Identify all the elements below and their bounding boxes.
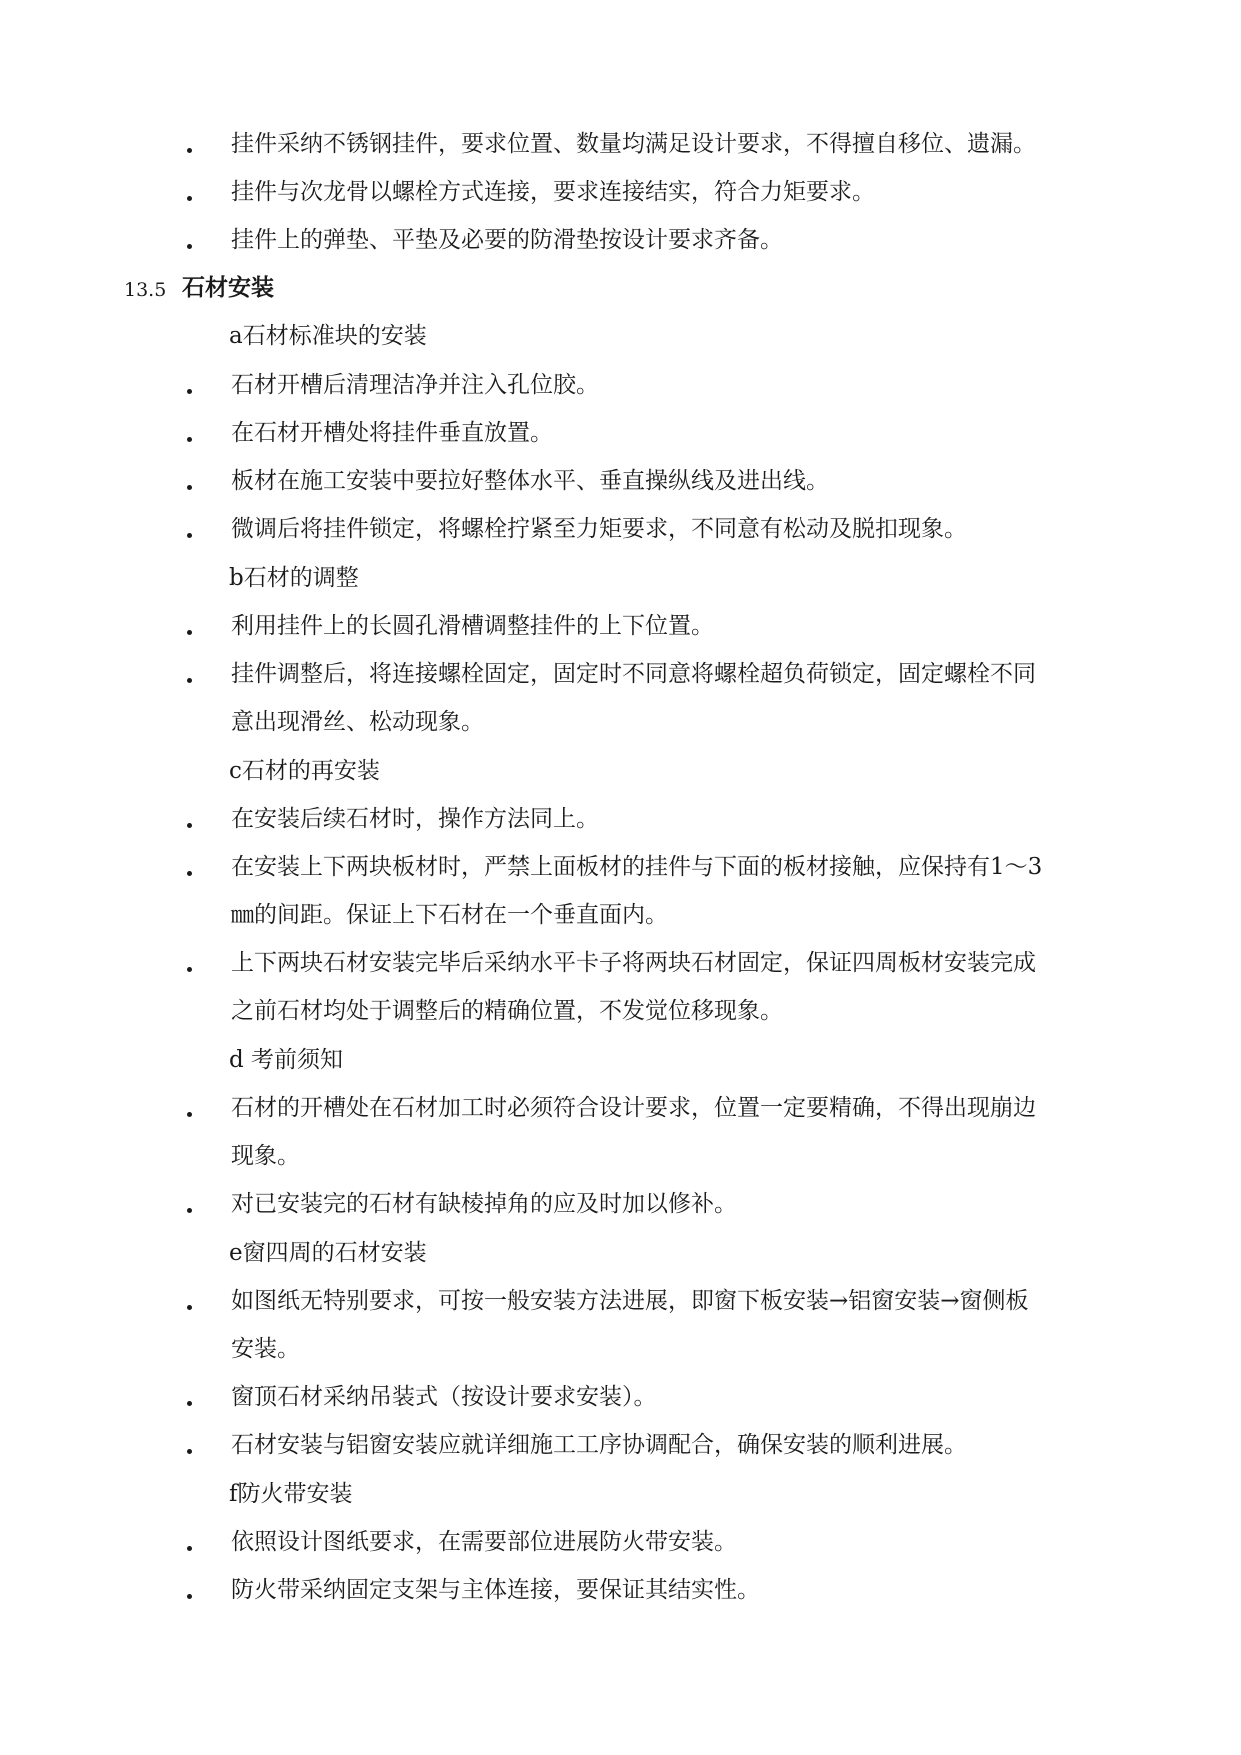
list-item: 利用挂件上的长圆孔滑槽调整挂件的上下位置。 [231,613,714,639]
list-item-continuation: 意出现滑丝、松动现象。 [231,709,484,735]
list-item: 挂件调整后，将连接螺栓固定，固定时不同意将螺栓超负荷锁定，固定螺栓不同 [231,661,1036,687]
list-item: 在安装后续石材时，操作方法同上。 [231,806,599,832]
bullet-marker [187,389,195,397]
list-item: 挂件采纳不锈钢挂件，要求位置、数量均满足设计要求，不得擅自移位、遗漏。 [231,131,1036,157]
bullet-marker [187,1208,195,1216]
list-item: 板材在施工安装中要拉好整体水平、垂直操纵线及进出线。 [231,468,829,494]
list-item: 窗顶石材采纳吊装式（按设计要求安装）。 [231,1384,657,1410]
list-item: 石材的开槽处在石材加工时必须符合设计要求，位置一定要精确，不得出现崩边 [231,1095,1036,1121]
subsection-heading: b石材的调整 [229,565,359,591]
bullet-marker [187,871,195,879]
bullet-marker [187,1546,195,1554]
list-item-continuation: 安装。 [231,1336,300,1362]
list-item: 上下两块石材安装完毕后采纳水平卡子将两块石材固定，保证四周板材安装完成 [231,950,1036,976]
subsection-heading: f防火带安装 [229,1481,353,1507]
bullet-marker [187,1401,195,1409]
list-item: 微调后将挂件锁定，将螺栓拧紧至力矩要求，不同意有松动及脱扣现象。 [231,516,967,542]
list-item: 依照设计图纸要求，在需要部位进展防火带安装。 [231,1529,737,1555]
bullet-marker [187,823,195,831]
bullet-marker [187,1594,195,1602]
bullet-marker [187,630,195,638]
list-item: 石材安装与铝窗安装应就详细施工工序协调配合，确保安装的顺利进展。 [231,1432,967,1458]
list-item-continuation: 现象。 [231,1143,300,1169]
section-title: 石材安装 [182,274,274,301]
bullet-marker [187,1305,195,1313]
list-item: 挂件上的弹垫、平垫及必要的防滑垫按设计要求齐备。 [231,227,783,253]
bullet-marker [187,1449,195,1457]
list-item: 在安装上下两块板材时，严禁上面板材的挂件与下面的板材接触，应保持有1～3 [231,854,1043,880]
list-item: 防火带采纳固定支架与主体连接，要保证其结实性。 [231,1577,760,1603]
list-item: 对已安装完的石材有缺棱掉角的应及时加以修补。 [231,1191,737,1217]
bullet-marker [187,1112,195,1120]
bullet-marker [187,244,195,252]
bullet-marker [187,485,195,493]
list-item: 在石材开槽处将挂件垂直放置。 [231,420,553,446]
list-item-continuation: 之前石材均处于调整后的精确位置，不发觉位移现象。 [231,998,783,1024]
subsection-heading: c石材的再安装 [229,758,380,784]
bullet-marker [187,967,195,975]
bullet-marker [187,533,195,541]
bullet-marker [187,678,195,686]
section-number: 13.5 [124,279,167,301]
bullet-marker [187,148,195,156]
list-item: 挂件与次龙骨以螺栓方式连接，要求连接结实，符合力矩要求。 [231,179,875,205]
bullet-marker [187,196,195,204]
list-item: 石材开槽后清理洁净并注入孔位胶。 [231,372,599,398]
list-item: 如图纸无特别要求，可按一般安装方法进展，即窗下板安装→铝窗安装→窗侧板 [231,1288,1029,1314]
subsection-heading: a石材标准块的安装 [229,323,427,349]
subsection-heading: d 考前须知 [229,1047,344,1073]
bullet-marker [187,437,195,445]
subsection-heading: e窗四周的石材安装 [229,1240,427,1266]
list-item-continuation: ㎜的间距。保证上下石材在一个垂直面内。 [231,902,668,928]
